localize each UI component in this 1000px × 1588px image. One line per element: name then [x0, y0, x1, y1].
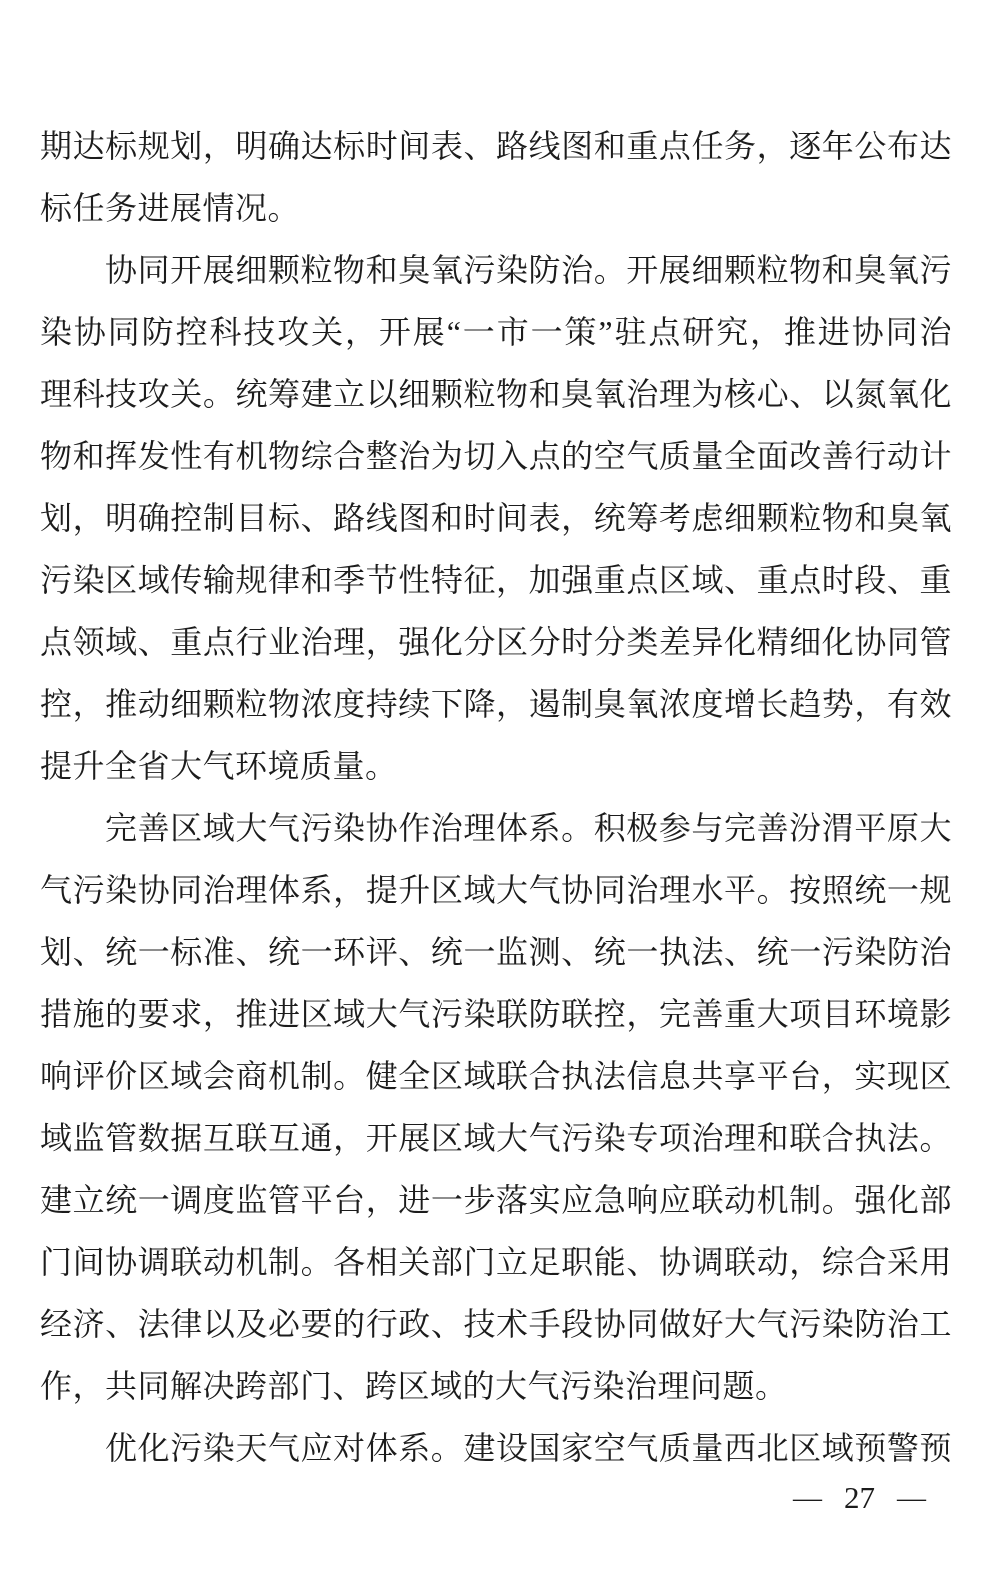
footer-dash-right: — [897, 1482, 926, 1514]
text-line: 完善区域大气污染协作治理体系。积极参与完善汾渭平原大 [105, 810, 952, 846]
text-line: 提升全省大气环境质量。 [40, 748, 398, 784]
text-line: 协同开展细颗粒物和臭氧污染防治。开展细颗粒物和臭氧污 [105, 252, 952, 288]
body-text [40, 115, 952, 1479]
text-line: 作，共同解决跨部门、跨区域的大气污染治理问题。 [40, 1368, 788, 1404]
text-line: 建立统一调度监管平台，进一步落实应急响应联动机制。强化部 [40, 1182, 952, 1218]
text-line: 期达标规划，明确达标时间表、路线图和重点任务，逐年公布达 [40, 128, 952, 164]
text-line: 控，推动细颗粒物浓度持续下降，遏制臭氧浓度增长趋势，有效 [40, 686, 952, 722]
text-line: 措施的要求，推进区域大气污染联防联控，完善重大项目环境影 [40, 996, 952, 1032]
text-line: 染协同防控科技攻关，开展“一市一策”驻点研究，推进协同治 [40, 314, 952, 350]
text-line: 理科技攻关。统筹建立以细颗粒物和臭氧治理为核心、以氮氧化 [40, 376, 952, 412]
text-line: 污染区域传输规律和季节性特征，加强重点区域、重点时段、重 [40, 562, 952, 598]
footer-dash-left: — [793, 1482, 822, 1514]
text-line: 划、统一标准、统一环评、统一监测、统一执法、统一污染防治 [40, 934, 952, 970]
text-line: 点领域、重点行业治理，强化分区分时分类差异化精细化协同管 [40, 624, 952, 660]
text-line: 门间协调联动机制。各相关部门立足职能、协调联动，综合采用 [40, 1244, 952, 1280]
text-line: 标任务进展情况。 [40, 190, 301, 226]
text-line: 划，明确控制目标、路线图和时间表，统筹考虑细颗粒物和臭氧 [40, 500, 952, 536]
text-line: 域监管数据互联互通，开展区域大气污染专项治理和联合执法。 [40, 1120, 952, 1156]
text-line: 气污染协同治理体系，提升区域大气协同治理水平。按照统一规 [40, 872, 952, 908]
page-number: 27 [844, 1480, 875, 1515]
page-footer [793, 1480, 926, 1516]
text-line: 优化污染天气应对体系。建设国家空气质量西北区域预警预 [105, 1430, 952, 1466]
text-line: 经济、法律以及必要的行政、技术手段协同做好大气污染防治工 [40, 1306, 952, 1342]
text-line: 响评价区域会商机制。健全区域联合执法信息共享平台，实现区 [40, 1058, 952, 1094]
text-line: 物和挥发性有机物综合整治为切入点的空气质量全面改善行动计 [40, 438, 952, 474]
